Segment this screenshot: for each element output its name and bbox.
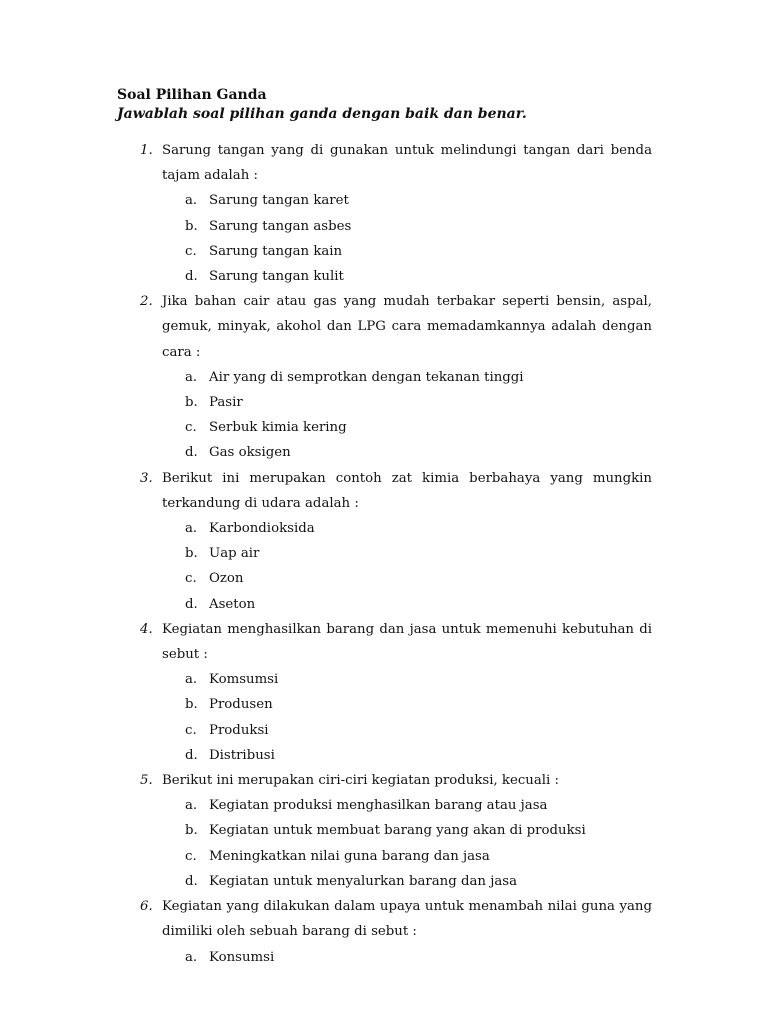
- option-item: [117, 692, 652, 717]
- option-text: Produsen: [209, 697, 273, 713]
- option-item: [117, 390, 652, 415]
- option-text: Meningkatkan nilai guna barang dan jasa: [209, 848, 490, 864]
- option-item: [117, 440, 652, 465]
- option-item: [117, 365, 652, 390]
- option-letter: b.: [185, 697, 198, 713]
- option-letter: d.: [185, 873, 198, 889]
- option-item: [117, 818, 652, 843]
- option-item: [117, 188, 652, 213]
- option-list: [117, 945, 652, 970]
- option-text: Kegiatan untuk membuat barang yang akan di produksi: [209, 823, 586, 839]
- option-letter: c.: [185, 420, 197, 436]
- option-text: Sarung tangan karet: [209, 193, 349, 209]
- option-text: Karbondioksida: [209, 521, 315, 537]
- option-letter: b.: [185, 823, 198, 839]
- instruction-text: Jawablah soal pilihan ganda dengan baik dan benar.: [117, 106, 527, 122]
- option-list: [117, 188, 652, 289]
- option-letter: c.: [185, 243, 197, 259]
- option-letter: b.: [185, 395, 198, 411]
- question-text: Jika bahan cair atau gas yang mudah terbakar seperti bensin, aspal, gemuk, minyak, akohol dan LPG cara memadamkannya adalah dengan cara :: [162, 294, 652, 360]
- option-letter: a.: [185, 672, 198, 688]
- option-letter: d.: [185, 747, 198, 763]
- question-text: Sarung tangan yang di gunakan untuk melindungi tangan dari benda tajam adalah :: [162, 143, 652, 184]
- option-text: Sarung tangan kain: [209, 243, 343, 259]
- option-item: [117, 718, 652, 743]
- option-item: [117, 743, 652, 768]
- question-text: Kegiatan menghasilkan barang dan jasa untuk memenuhi kebutuhan di sebut :: [162, 621, 652, 663]
- question-number: 4.: [140, 621, 153, 637]
- option-list: [117, 516, 652, 617]
- option-item: [117, 415, 652, 440]
- option-text: Air yang di semprotkan dengan tekanan tinggi: [209, 369, 524, 385]
- question-item: [117, 768, 652, 894]
- option-text: Komsumsi: [209, 672, 279, 688]
- option-letter: a.: [185, 521, 198, 537]
- option-item: [117, 793, 652, 818]
- option-item: [117, 214, 652, 239]
- question-number: 2.: [140, 294, 153, 310]
- option-letter: a.: [185, 798, 198, 814]
- option-list: [117, 667, 652, 768]
- option-text: Distribusi: [209, 747, 275, 763]
- option-item: [117, 541, 652, 566]
- question-text: Berikut ini merupakan contoh zat kimia berbahaya yang mungkin terkandung di udara adalah :: [162, 470, 652, 511]
- option-letter: d.: [185, 596, 198, 612]
- question-text: Kegiatan yang dilakukan dalam upaya untuk menambah nilai guna yang dimiliki oleh sebuah barang di sebut :: [162, 899, 652, 940]
- option-letter: a.: [185, 949, 198, 965]
- question-item: [117, 138, 652, 289]
- option-letter: a.: [185, 369, 198, 385]
- document-header: [117, 86, 527, 124]
- question-number: 3.: [140, 470, 153, 486]
- option-item: [117, 667, 652, 692]
- question-item: [117, 617, 652, 768]
- option-text: Konsumsi: [209, 949, 275, 965]
- option-text: Kegiatan untuk menyalurkan barang dan jasa: [209, 873, 518, 889]
- page-title: Soal Pilihan Ganda: [117, 87, 267, 103]
- question-item: [117, 466, 652, 617]
- option-list: [117, 365, 652, 466]
- option-list: [117, 793, 652, 894]
- option-text: Serbuk kimia kering: [209, 420, 347, 436]
- option-item: [117, 264, 652, 289]
- option-item: [117, 869, 652, 894]
- question-item: [117, 289, 652, 465]
- option-text: Aseton: [209, 596, 256, 612]
- option-item: [117, 592, 652, 617]
- question-number: 6.: [140, 899, 153, 915]
- option-letter: a.: [185, 193, 198, 209]
- question-list: [117, 138, 652, 970]
- question-text: Berikut ini merupakan ciri-ciri kegiatan produksi, kecuali :: [162, 773, 559, 789]
- option-item: [117, 239, 652, 264]
- option-letter: b.: [185, 218, 198, 234]
- option-item: [117, 566, 652, 591]
- question-item: [117, 894, 652, 970]
- option-text: Sarung tangan asbes: [209, 218, 352, 234]
- question-number: 5.: [140, 773, 153, 789]
- option-letter: d.: [185, 269, 198, 285]
- option-text: Pasir: [209, 395, 243, 411]
- option-letter: c.: [185, 848, 197, 864]
- option-item: [117, 844, 652, 869]
- option-text: Sarung tangan kulit: [209, 269, 344, 285]
- option-item: [117, 516, 652, 541]
- option-letter: c.: [185, 722, 197, 738]
- question-number: 1.: [140, 143, 153, 158]
- option-letter: b.: [185, 546, 198, 562]
- option-letter: d.: [185, 445, 198, 461]
- option-item: [117, 945, 652, 970]
- option-text: Ozon: [209, 571, 244, 587]
- option-letter: c.: [185, 571, 197, 587]
- option-text: Gas oksigen: [209, 445, 291, 461]
- option-text: Kegiatan produksi menghasilkan barang atau jasa: [209, 798, 548, 814]
- option-text: Produksi: [209, 722, 269, 738]
- option-text: Uap air: [209, 546, 260, 562]
